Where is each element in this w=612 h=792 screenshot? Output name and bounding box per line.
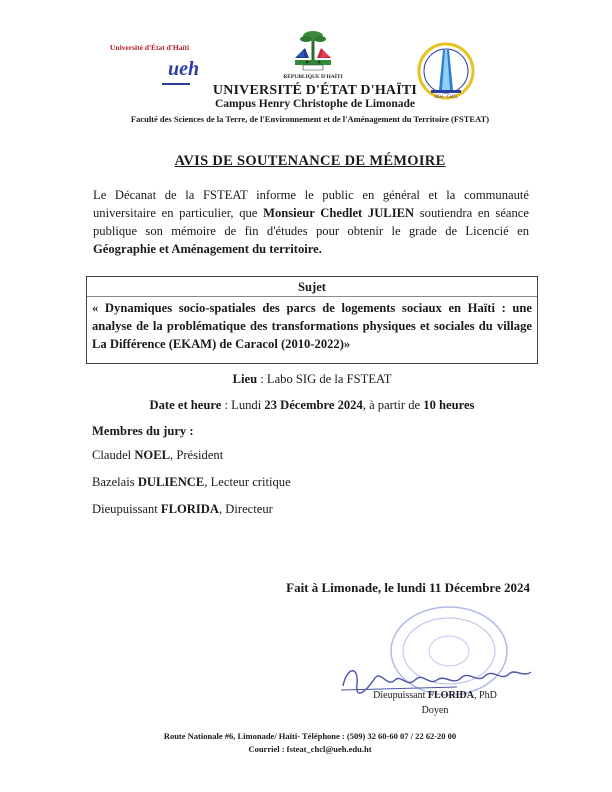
ueh-logo: ueh bbox=[168, 58, 200, 80]
notice-title: AVIS DE SOUTENANCE DE MÉMOIRE bbox=[174, 153, 446, 169]
jury-member-role: , Président bbox=[170, 448, 224, 462]
ueh-wordmark-small: Université d'État d'Haïti bbox=[110, 43, 190, 52]
campus-name: Campus Henry Christophe de Limonade bbox=[215, 98, 415, 110]
jury-member-first: Dieupuissant bbox=[92, 502, 161, 516]
jury-member bbox=[92, 475, 291, 490]
date-label: Date et heure bbox=[149, 398, 222, 412]
jury-member-first: Bazelais bbox=[92, 475, 138, 489]
jury-member-last: FLORIDA bbox=[160, 502, 219, 516]
signer-name bbox=[350, 690, 520, 701]
time-value: 10 heures bbox=[423, 398, 475, 412]
subject-divider bbox=[87, 296, 537, 297]
footer-address: Route Nationale #6, Limonade/ Haïti- Téléphone : (509) 32 60-60 07 / 22 62-20 00 bbox=[163, 731, 457, 741]
date-line bbox=[86, 398, 538, 413]
university-title: UNIVERSITÉ D'ÉTAT D'HAÏTI bbox=[212, 83, 418, 98]
intro-text-1: Le Décanat de la FSTEAT informe le public en général et la communauté universitaire en particulier, que bbox=[93, 188, 529, 220]
haiti-coat-of-arms-icon bbox=[289, 28, 337, 74]
location-label: Lieu bbox=[232, 372, 258, 386]
signer-first: Dieupuissant bbox=[373, 690, 428, 701]
jury-member-last: NOEL bbox=[134, 448, 171, 462]
degree-name: Géographie et Aménagement du territoire. bbox=[93, 242, 322, 256]
signer-last: FLORIDA bbox=[427, 690, 475, 701]
jury-heading: Membres du jury : bbox=[92, 424, 194, 438]
location-value: : Labo SIG de la FSTEAT bbox=[257, 372, 392, 386]
jury-member-role: , Lecteur critique bbox=[204, 475, 291, 489]
intro-paragraph bbox=[93, 186, 529, 258]
date-value: 23 Décembre 2024 bbox=[264, 398, 363, 412]
location-line bbox=[86, 372, 538, 387]
jury-member-first: Claudel bbox=[92, 448, 135, 462]
candidate-name: Monsieur Chedlet JULIEN bbox=[263, 206, 415, 220]
jury-member-role: , Directeur bbox=[219, 502, 273, 516]
time-prefix: , à partir de bbox=[362, 398, 424, 412]
date-prefix: : Lundi bbox=[221, 398, 265, 412]
subject-label: Sujet bbox=[298, 280, 326, 294]
fsteat-logo-text: UEH - CHCL bbox=[434, 94, 458, 99]
place-and-date: Fait à Limonade, le lundi 11 Décembre 2024 bbox=[286, 580, 530, 595]
subject-text: « Dynamiques socio-spatiales des parcs de logements sociaux en Haïti : une analyse de la problématique des transformations physiques et sociales du village La Différence (EKAM) de Caracol (2010-2022)» bbox=[92, 301, 532, 351]
faculty-name: Faculté des Sciences de la Terre, de l'Environnement et de l'Aménagement du Territoire (FSTEAT) bbox=[130, 114, 490, 124]
signer-suffix: , PhD bbox=[474, 690, 497, 701]
footer-email: Courriel : fsteat_chcl@ueh.edu.ht bbox=[248, 744, 372, 754]
jury-member-last: DULIENCE bbox=[137, 475, 205, 489]
intro-text-2: soutiendra en séance publique son mémoire de fin d'études pour obtenir le grade de Licencié en bbox=[93, 206, 529, 238]
jury-member bbox=[92, 448, 223, 463]
republique-label: RÉPUBLIQUE D'HAÏTI bbox=[283, 74, 343, 80]
signer-title: Doyen bbox=[421, 705, 449, 716]
jury-member bbox=[92, 502, 273, 517]
